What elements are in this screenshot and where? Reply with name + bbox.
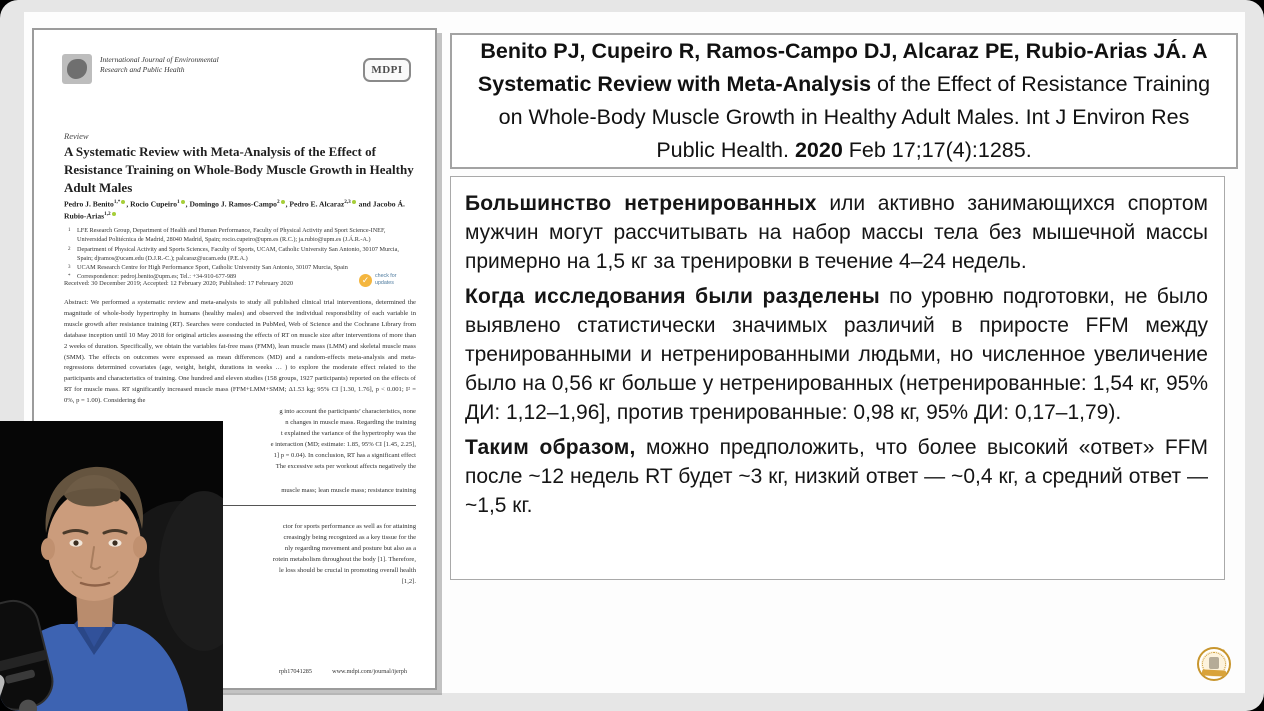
- orcid-icon: [112, 212, 116, 216]
- seal-ribbon: [1202, 669, 1226, 676]
- intro-fragment-line: ctor for sports performance as well as for attaining: [282, 523, 416, 531]
- abstract-fragment-line: 1] p = 0.04). In conclusion, RT has a significant effect: [273, 451, 416, 459]
- affiliation-item: 3 UCAM Research Centre for High Performance Sport, Catholic University San Antonio, 30107 Murcia, Spain: [68, 264, 348, 272]
- intro-fragment-line: le loss should be crucial in promoting overall health: [279, 567, 416, 575]
- paper-dates: Received: 30 December 2019; Accepted: 12 February 2020; Published: 17 February 2020: [64, 280, 294, 287]
- article-type-label: Review: [64, 131, 89, 141]
- affiliation-item: 2 Department of Physical Activity and Sports Sciences, Faculty of Sports, UCAM, Catholic University San Antonio, 30107 Murcia, Spain; djramos@ucam.edu (D.J.R.-C.); palcaraz@ucam.edu (P.E.A.): [68, 245, 399, 262]
- seal-glyph: [1209, 657, 1219, 669]
- abstract-fragment-line: t explained the variance of the hypertrophy was the: [280, 429, 416, 437]
- orcid-icon: [121, 200, 125, 204]
- presenter-illustration: [0, 421, 223, 711]
- check-for-updates-label: check for updates: [375, 273, 397, 286]
- paper-authors: Pedro J. Benito$^{1,*}$ , Rocio Cupeiro$^1$ , Domingo J. Ramos-Campo$^2$ , Pedro E. Alcaraz$^{2,3}$ and Jacobo Á. Rubio-Arias$^{1,2}$: [64, 199, 405, 221]
- intro-fragment-line: creasingly being recognized as a key tissue for the: [283, 534, 416, 542]
- orcid-icon: [281, 200, 285, 204]
- journal-logo-icon: [62, 54, 92, 84]
- keywords-line: muscle mass; lean muscle mass; resistance training: [281, 486, 416, 494]
- citation-box: [450, 33, 1238, 169]
- summary-box: [450, 176, 1225, 580]
- affiliation-item: 1 LFE Research Group, Department of Health and Human Performance, Faculty of Physical Activity and Sport Science-INEF, Universidad Politécnica de Madrid, 28040 Madrid, Spain; rocio.cupeiro@upm.es (R.C.); ja.rubio@upm.es (J.Á.R.-A.): [68, 227, 386, 244]
- abstract-text: Abstract: We performed a systematic review and meta-analysis to study all published clinical trial interventions, determined the magnitude of whole-body hypertrophy in humans (healthy males) and observed the individual responsibility of each variable in muscle growth after resistance training (RT). Searches were conducted in PubMed, Web of Science and the Cochrane Library from database inception until 10 May 2018 for original articles assessing the effects of RT on muscle size after interventions of more than 2 weeks of duration. Specifically, we obtain the variables fat-free mass (FMM), lean muscle mass (LMM) and skeletal muscle mass (SMM). The effects on outcomes were expressed as mean differences (MD) and a random-effects meta-analysis and meta-regressions determined covariates (age, weight, height, durations in weeks … ) to explore the moderate effect related to the participants and characteristics of training. One hundred and eleven studies (158 groups, 1927 participants) reported on the effects of RT for muscle mass. RT significantly increased muscle mass (FFM+LMM+SMM; Δ1.53 kg; 95% CI [1.30, 1.76], p < 0.001; I² = 0%, p = 1.00). Considering the: [64, 299, 416, 405]
- citation-text: Benito PJ, Cupeiro R, Ramos-Campo DJ, Alcaraz PE, Rubio-Arias JÁ. A Systematic Review with Meta-Analysis of the Effect of Resistance Training on Whole-Body Muscle Growth in Healthy Adult Males. Int J Environ Res Public Health. 2020 Feb 17;17(4):1285.: [477, 39, 1211, 162]
- intro-fragment-line: rotein metabolism throughout the body [1]. Therefore,: [272, 556, 416, 564]
- orcid-icon: [181, 200, 185, 204]
- summary-paragraph: Большинство нетренированных или активно занимающихся спортом мужчин могут рассчитывать на набор массы тела без мышечной массы примерно на 1,5 кг за тренировки в течение 4–24 недель.: [465, 192, 1208, 273]
- paper-footer-id: rph17041285: [279, 668, 312, 675]
- orcid-icon: [352, 200, 356, 204]
- mdpi-logo: MDPI: [363, 58, 411, 82]
- abstract-fragment-line: g into account the participants’ characteristics, none: [279, 408, 416, 416]
- intro-fragment-line: nly regarding movement and posture but also as a: [284, 545, 416, 553]
- journal-name: International Journal of Environmental Research and Public Health: [100, 55, 219, 75]
- abstract-fragment-line: The excessive sets per workout affects negatively the: [275, 462, 416, 470]
- channel-seal-logo: [1196, 644, 1232, 684]
- check-icon: ✓: [359, 274, 372, 287]
- paper-footer-url: www.mdpi.com/journal/ijerph: [332, 668, 407, 675]
- abstract-fragment-line: e interaction (MD; estimate: 1.85, 95% CI [1.45, 2.25],: [270, 440, 416, 448]
- paper-title: A Systematic Review with Meta-Analysis of the Effect of Resistance Training on Whole-Body Muscle Growth in Healthy Adult Males: [64, 144, 414, 196]
- summary-paragraph: Таким образом, можно предположить, что более высокий «ответ» FFM после ~12 недель RT будет ~3 кг, низкий ответ — ~0,4 кг, а средний ответ — ~1,5 кг.: [465, 436, 1208, 517]
- affiliation-item: * Correspondence: pedroj.benito@upm.es; Tel.: +34-910-677-989: [68, 273, 237, 281]
- webcam-overlay: [0, 421, 223, 711]
- abstract-fragment-line: n changes in muscle mass. Regarding the training: [285, 418, 416, 426]
- intro-fragment-line: [1,2].: [401, 577, 416, 585]
- summary-paragraph: Когда исследования были разделены по уровню подготовки, не было выявлено статистически значимых различий в приросте FFM между тренированными и нетренированными людьми, но численное увеличение было на 0,56 кг больше у нетренированных (нетренированные: 1,54 кг, 95% ДИ: 1,12–1,96], против тренированные: 0,98 кг, 95% ДИ: 0,17–1,79).: [465, 285, 1208, 424]
- check-for-updates-badge: [359, 270, 409, 290]
